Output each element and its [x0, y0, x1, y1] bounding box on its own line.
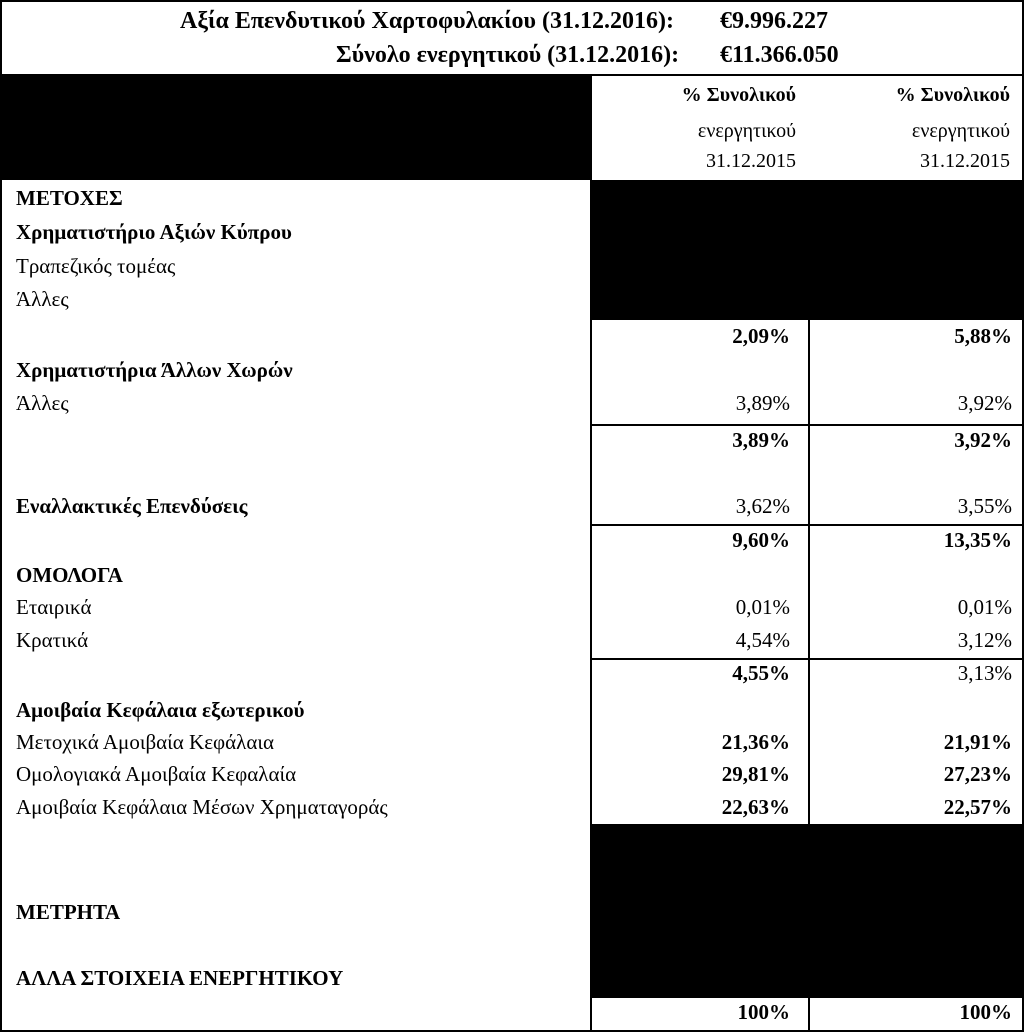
row-label-other-assets: ΑΛΛΑ ΣΤΟΙΧΕΙΑ ΕΝΕΡΓΗΤΙΚΟΥ [16, 966, 344, 990]
column-header-2-line2: ενεργητικού [911, 120, 1010, 142]
label-column-header-band [0, 76, 592, 180]
row-label-other1: Άλλες [16, 287, 69, 311]
total-assets-label: Σύνολο ενεργητικού (31.12.2016): [336, 42, 680, 68]
rule-subtotal1 [590, 318, 1024, 320]
portfolio-value-label: Αξία Επενδυτικού Χαρτοφυλακίου (31.12.2016): [180, 8, 674, 34]
row-label-mm-funds: Αμοιβαία Κεφάλαια Μέσων Χρηματαγοράς [16, 795, 388, 819]
column-header-1-line1: % Συνολικού [681, 84, 796, 106]
equity-funds-col2: 21,91% [943, 730, 1012, 754]
other2-col1: 3,89% [735, 391, 790, 415]
subtotal1-col2: 5,88% [954, 324, 1012, 348]
bond-funds-col2: 27,23% [943, 762, 1012, 786]
summary-header [0, 0, 1024, 76]
rule-subtotal4 [590, 658, 1024, 660]
row-label-banking: Τραπεζικός τομέας [16, 254, 176, 278]
bond-funds-col1: 29,81% [721, 762, 790, 786]
row-label-government: Κρατικά [16, 628, 89, 652]
column-header-2-line1: % Συνολικού [895, 84, 1010, 106]
rule-total [590, 996, 1024, 998]
row-label-metoches: ΜΕΤΟΧΕΣ [16, 186, 123, 210]
subtotal4-col2: 3,13% [957, 661, 1012, 685]
mm-funds-col2: 22,57% [943, 795, 1012, 819]
equity-funds-col1: 21,36% [721, 730, 790, 754]
row-label-alt: Εναλλακτικές Επενδύσεις [16, 494, 248, 518]
alt-col1: 3,62% [735, 494, 790, 518]
column-header-1-line2: ενεργητικού [697, 120, 796, 142]
mm-funds-col1: 22,63% [721, 795, 790, 819]
row-label-other2: Άλλες [16, 391, 69, 415]
total-col1: 100% [737, 1000, 790, 1024]
row-label-foreign: Χρηματιστήρια Άλλων Χωρών [16, 358, 293, 382]
value-block-cash [590, 824, 1024, 996]
row-label-corporate: Εταιρικά [16, 595, 92, 619]
row-label-equity-funds: Μετοχικά Αμοιβαία Κεφάλαια [16, 730, 274, 754]
left-border [0, 180, 2, 1032]
other2-col2: 3,92% [957, 391, 1012, 415]
column-header-2 [808, 76, 1024, 180]
column-header-1 [590, 76, 810, 180]
government-col2: 3,12% [957, 628, 1012, 652]
subtotal3-col2: 13,35% [943, 528, 1012, 552]
corporate-col1: 0,01% [735, 595, 790, 619]
rule-subtotal3 [590, 524, 1024, 526]
row-label-cse: Χρηματιστήριο Αξιών Κύπρου [16, 220, 292, 244]
subtotal3-col1: 9,60% [732, 528, 790, 552]
row-label-bond-funds: Ομολογιακά Αμοιβαία Κεφαλαία [16, 762, 297, 786]
total-assets-value: €11.366.050 [720, 42, 839, 68]
subtotal1-col1: 2,09% [732, 324, 790, 348]
rule-subtotal2 [590, 424, 1024, 426]
subtotal4-col1: 4,55% [732, 661, 790, 685]
subtotal2-col2: 3,92% [954, 428, 1012, 452]
row-label-funds: Αμοιβαία Κεφάλαια εξωτερικού [16, 698, 305, 722]
row-label-bonds: ΟΜΟΛΟΓΑ [16, 563, 123, 587]
portfolio-value: €9.996.227 [720, 8, 828, 34]
row-label-cash: ΜΕΤΡΗΤΑ [16, 900, 121, 924]
column-header-2-line3: 31.12.2015 [920, 150, 1010, 172]
corporate-col2: 0,01% [957, 595, 1012, 619]
column-header-1-line3: 31.12.2015 [706, 150, 796, 172]
value-block-shares [590, 180, 1024, 318]
government-col1: 4,54% [735, 628, 790, 652]
alt-col2: 3,55% [957, 494, 1012, 518]
subtotal2-col1: 3,89% [732, 428, 790, 452]
total-col2: 100% [959, 1000, 1012, 1024]
